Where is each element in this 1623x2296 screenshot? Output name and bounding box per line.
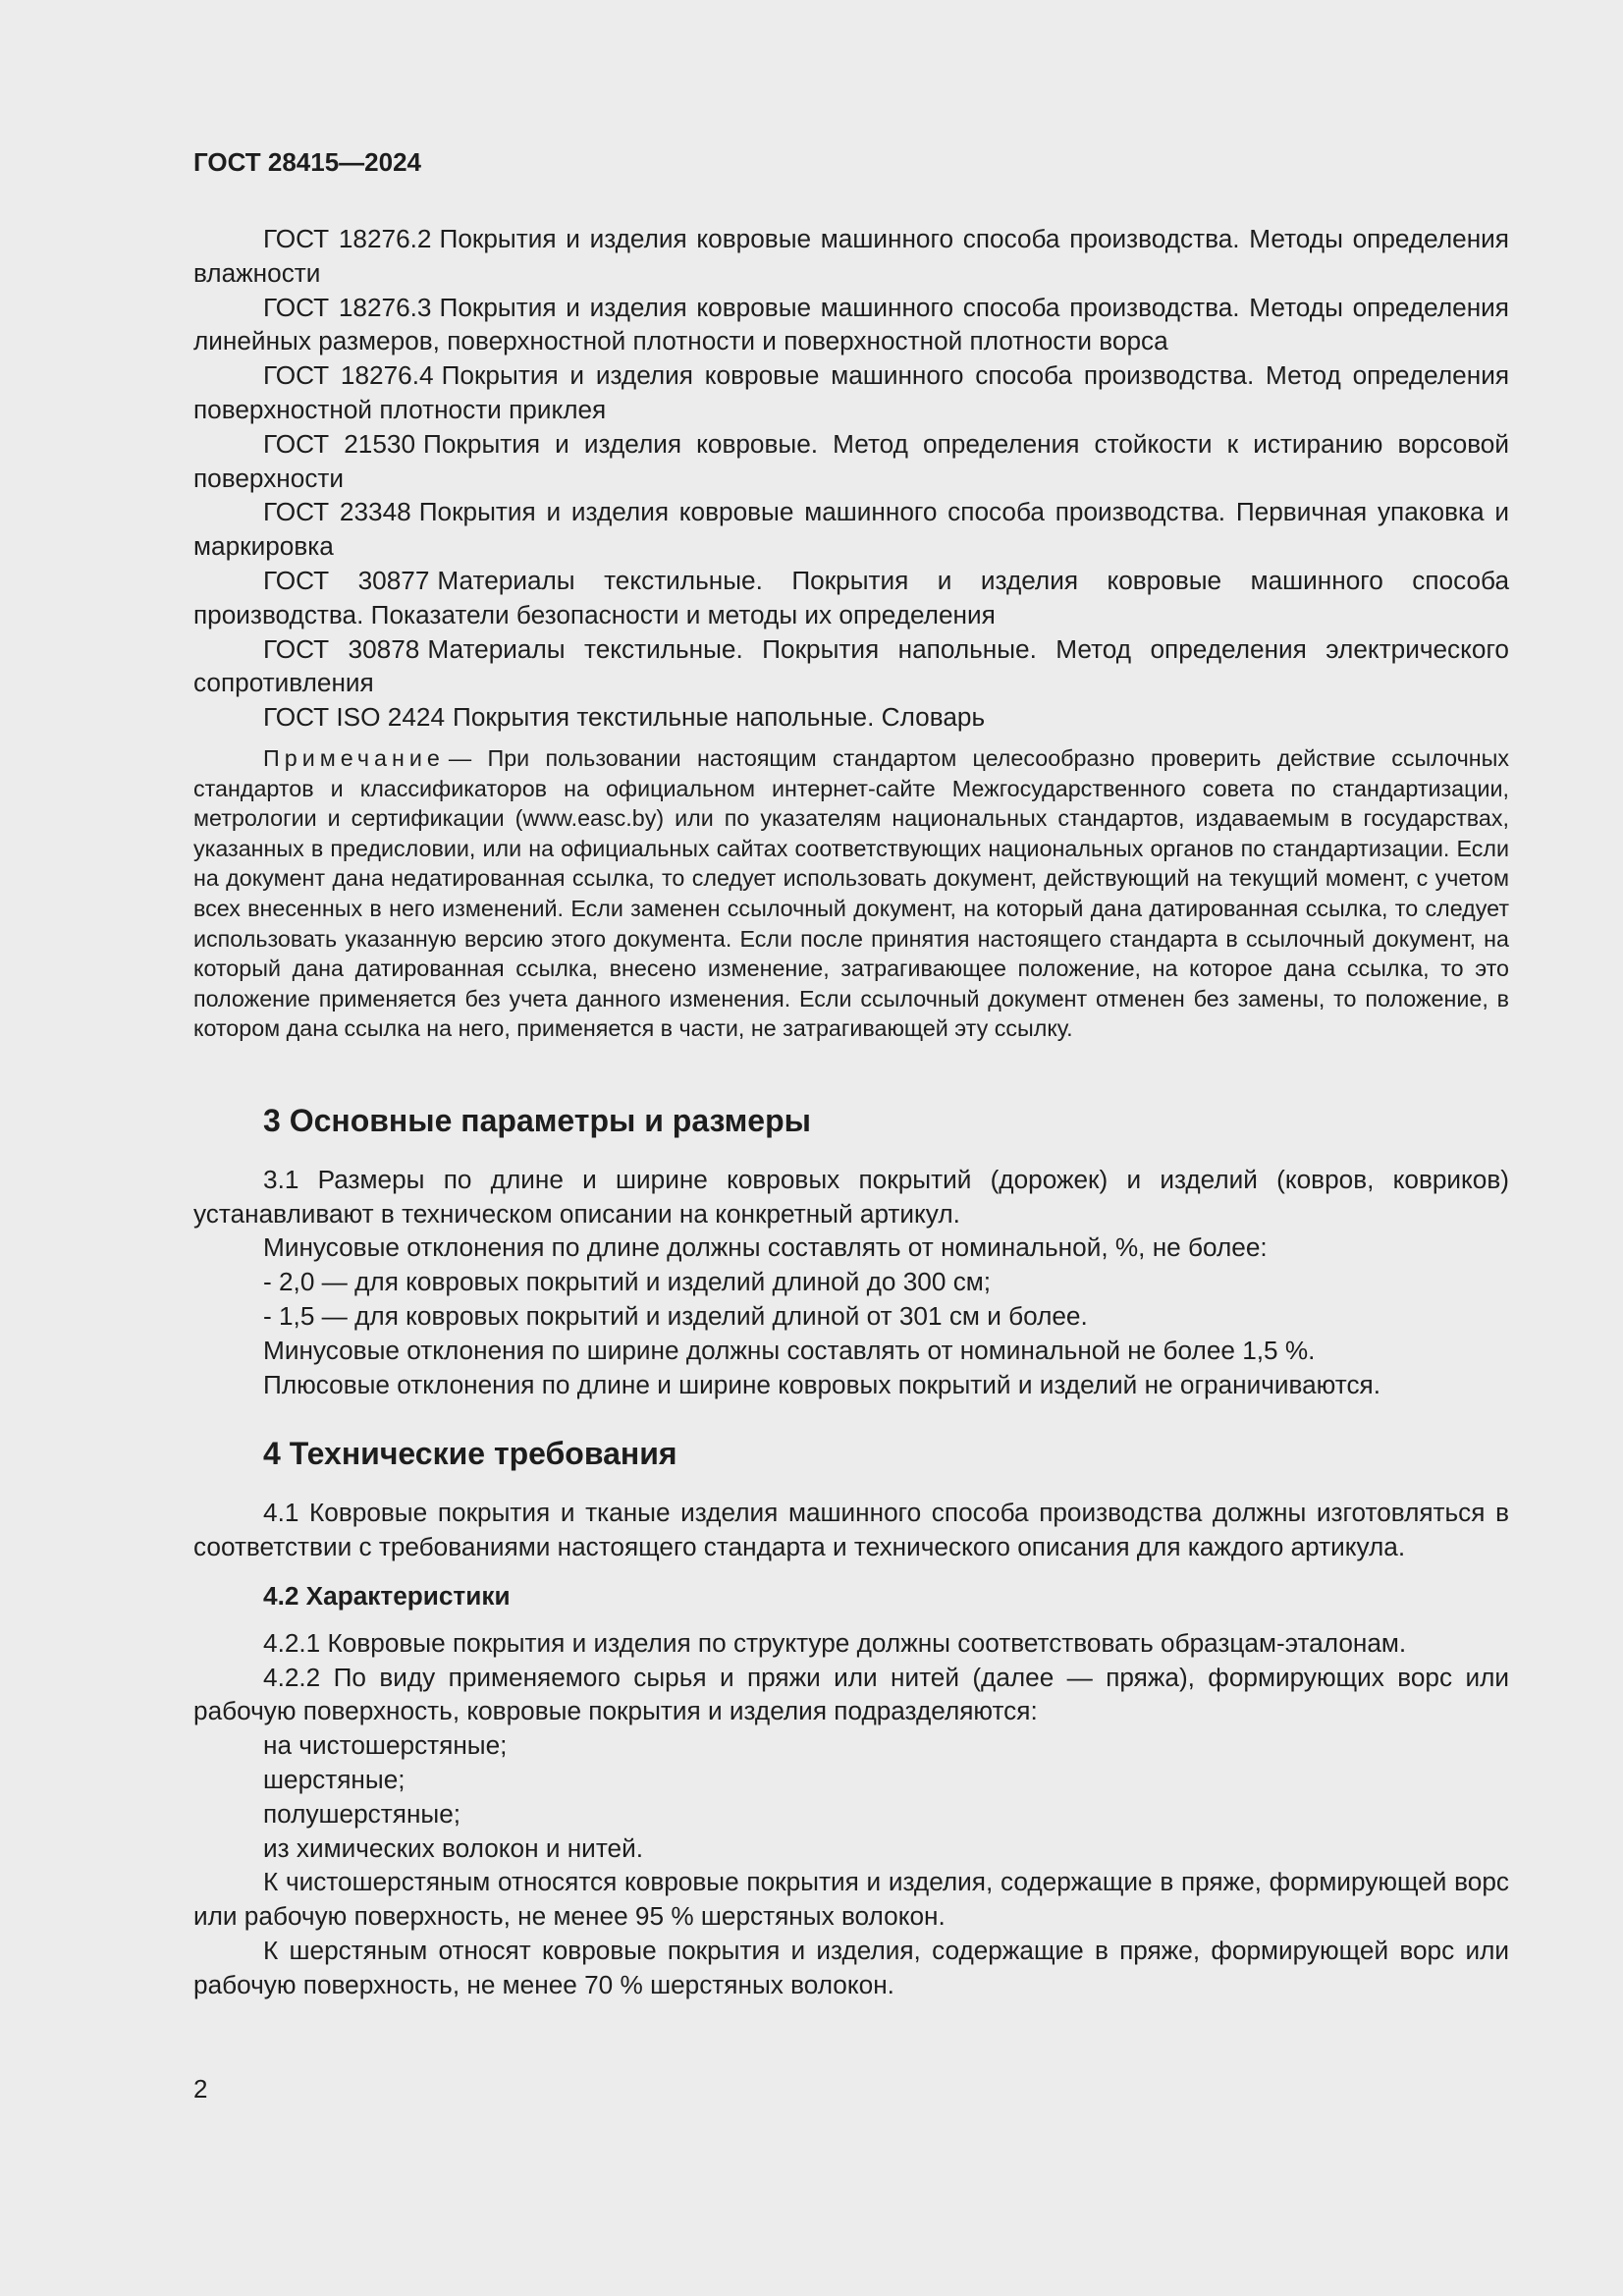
clause-4-1: 4.1 Ковровые покрытия и тканые изделия машинного способа производства должны изготовляться в соответствии с требованиями настоящего стандарта и технического описания для каждого артикула. [193,1498,1509,1562]
reference-title: Покрытия и изделия ковровые машинного способа производства. Метод определения поверхностной плотности приклея [193,360,1509,424]
reference-item [193,291,1509,359]
list-item: - 1,5 — для ковровых покрытий и изделий длиной от 301 см и более. [263,1301,1088,1332]
reference-code: ГОСТ 18276.2 [263,224,432,253]
list-item: на чистошерстяные; [263,1730,508,1761]
reference-item [193,700,1509,735]
reference-item [193,358,1509,427]
clause-4-2-1: 4.2.1 Ковровые покрытия и изделия по структуре должны соответствовать образцам-эталонам. [263,1627,1407,1658]
reference-code: ГОСТ 30877 [263,565,430,595]
reference-code: ГОСТ 18276.4 [263,360,434,391]
document-header: ГОСТ 28415—2024 [193,147,421,177]
reference-item [193,427,1509,496]
document-page [193,145,1509,2002]
reference-title: Покрытия и изделия ковровые машинного способа производства. Методы определения влажности [193,224,1509,288]
note-label: Примечание [263,744,445,771]
note-text: — При пользовании настоящим стандартом целесообразно проверить действие ссылочных стандартов и классификаторов на официальном интернет-сайте Межгосударственного совета по стандартизации, метрологии и сертификации (www.easc.by) или по указателям национальных стандартов, издаваемым в государствах, указанных в предисловии, или на официальных сайтах соответствующих национальных органов по стандартизации. Если на документ дана недатированная ссылка, то следует использовать документ, действующий на текущий момент, с учетом всех внесенных в него изменений. Если заменен ссылочный документ, на который дана датированная ссылка, то следует использовать указанную версию этого документа. Если после принятия настоящего стандарта в ссылочный документ, на который дана датированная ссылка, внесено изменение, затрагивающее положение, на которое дана ссылка, то это положение применяется без учета данного изменения. Если ссылочный документ отменен без замены, то положение, в котором дана ссылка на него, применяется в части, не затрагивающей эту ссылку. [193,744,1509,1042]
pure-wool-definition: К чистошерстяным относятся ковровые покрытия и изделия, содержащие в пряже, формирующей ворс или рабочую поверхность, не менее 95 % шерстяных волокон. [193,1867,1509,1932]
list-item: полушерстяные; [263,1798,461,1829]
reference-code: ГОСТ 18276.3 [263,292,432,322]
note-paragraph [193,743,1509,1044]
references-list [193,222,1509,735]
section-4-heading: 4 Технические требования [263,1436,677,1472]
clause-4-2-2: 4.2.2 По виду применяемого сырья и пряжи или нитей (далее — пряжа), формирующих ворс или рабочую поверхность, ковровые покрытия и изделия подразделяются: [193,1662,1509,1726]
reference-code: ГОСТ ISO 2424 [263,702,446,733]
wool-definition: К шерстяным относят ковровые покрытия и изделия, содержащие в пряже, формирующей ворс или рабочую поверхность, не менее 70 % шерстяных волокон. [193,1936,1509,1999]
reference-title: Покрытия и изделия ковровые машинного способа производства. Методы определения линейных размеров, поверхностной плотности и поверхностной плотности ворса [193,292,1509,356]
page-number: 2 [193,2074,208,2104]
reference-title: Покрытия текстильные напольные. Словарь [453,702,986,733]
minus-length-text: Минусовые отклонения по длине должны составлять от номинальной, %, не более: [263,1232,1268,1263]
reference-item [193,222,1509,291]
reference-title: Покрытия и изделия ковровые машинного способа производства. Первичная упаковка и маркировка [193,497,1509,562]
reference-item [193,632,1509,701]
list-item: шерстяные; [263,1765,406,1795]
subsection-4-2-heading: 4.2 Характеристики [263,1581,511,1612]
reference-code: ГОСТ 21530 [263,428,416,459]
section-3-heading: 3 Основные параметры и размеры [263,1102,811,1138]
plus-deviation-text: Плюсовые отклонения по длине и ширине ковровых покрытий и изделий не ограничиваются. [263,1369,1380,1399]
reference-code: ГОСТ 30878 [263,633,420,664]
minus-width-text: Минусовые отклонения по ширине должны составлять от номинальной не более 1,5 %. [263,1335,1316,1365]
reference-item [193,564,1509,632]
list-item: - 2,0 — для ковровых покрытий и изделий длиной до 300 см; [263,1267,992,1297]
reference-title: Покрытия и изделия ковровые. Метод определения стойкости к истиранию ворсовой поверхности [193,428,1509,493]
reference-code: ГОСТ 23348 [263,497,411,527]
reference-title: Материалы текстильные. Покрытия и изделия ковровые машинного способа производства. Показатели безопасности и методы их определения [193,565,1510,629]
list-item: из химических волокон и нитей. [263,1832,643,1863]
clause-3-1: 3.1 Размеры по длине и ширине ковровых покрытий (дорожек) и изделий (ковров, ковриков) устанавливают в техническом описании на конкретный артикул. [193,1164,1509,1229]
reference-item [193,495,1509,564]
reference-title: Материалы текстильные. Покрытия напольные. Метод определения электрического сопротивления [193,633,1509,698]
